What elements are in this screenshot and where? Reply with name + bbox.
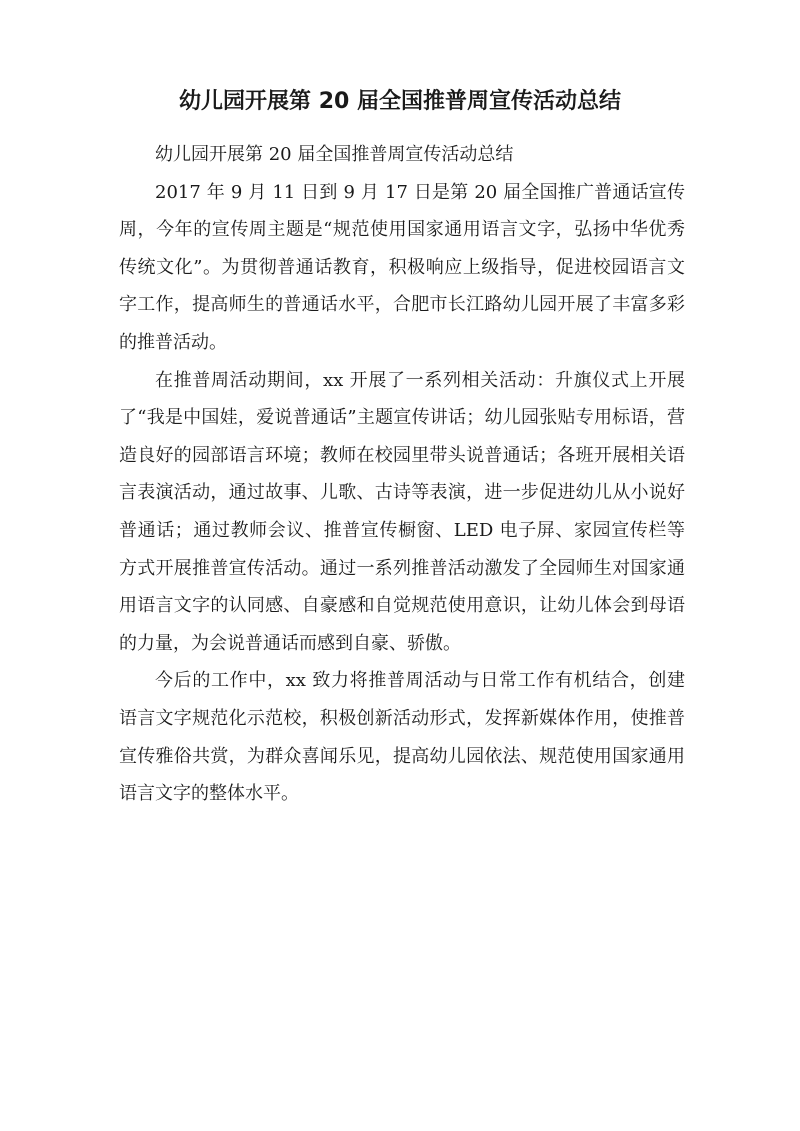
document-title: 幼儿园开展第 20 届全国推普周宣传活动总结 — [179, 89, 621, 114]
paragraph-future: 今后的工作中，xx 致力将推普周活动与日常工作有机结合，创建语言文字规范化示范校，积极创新活动形式，发挥新媒体作用，使推普宣传雅俗共赏，为群众喜闻乐见，提高幼儿园依法、规范使用国家通用语言文字的整体水平。 — [119, 670, 685, 805]
paragraph-intro: 2017 年 9 月 11 日到 9 月 17 日是第 20 届全国推广普通话宣传周，今年的宣传周主题是“规范使用国家通用语言文字，弘扬中华优秀传统文化”。为贯彻普通话教育，积极响应上级指导，促进校园语言文字工作，提高师生的普通话水平，合肥市长江路幼儿园开展了丰富多彩的推普活动。 — [119, 181, 685, 353]
document-body — [119, 136, 685, 813]
paragraph-subtitle: 幼儿园开展第 20 届全国推普周宣传活动总结 — [155, 144, 514, 165]
paragraph-activities: 在推普周活动期间，xx 开展了一系列相关活动：升旗仪式上开展了“我是中国娃，爱说普通话”主题宣传讲话；幼儿园张贴专用标语，营造良好的园部语言环境；教师在校园里带头说普通话；各班开展相关语言表演活动，通过故事、儿歌、古诗等表演，进一步促进幼儿从小说好普通话；通过教师会议、推普宣传橱窗、LED 电子屏、家园宣传栏等方式开展推普宣传活动。通过一系列推普活动激发了全园师生对国家通用语言文字的认同感、自豪感和自觉规范使用意识，让幼儿体会到母语的力量，为会说普通话而感到自豪、骄傲。 — [119, 369, 685, 654]
